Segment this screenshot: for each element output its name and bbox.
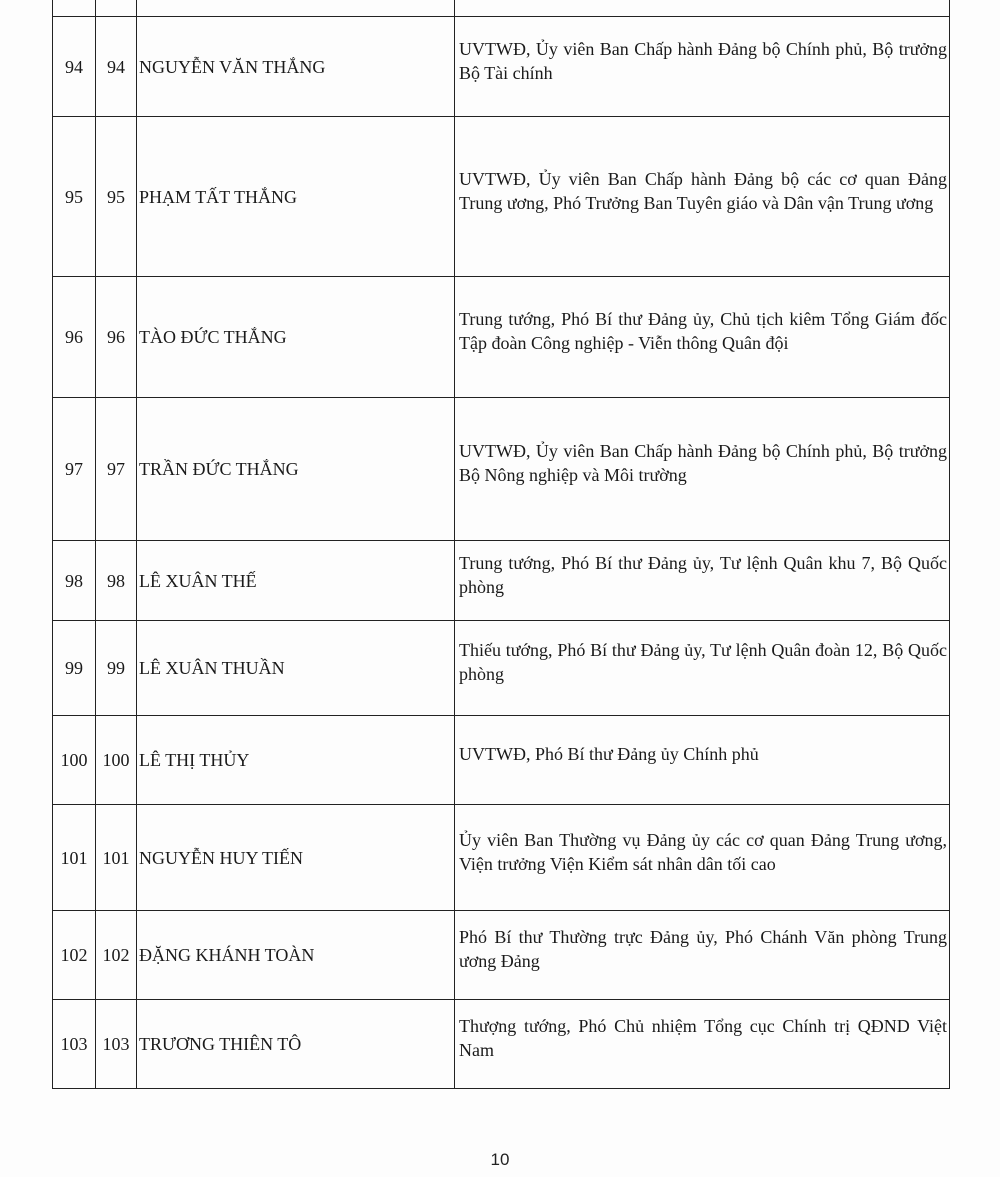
name-cell: TÀO ĐỨC THẮNG <box>137 277 455 398</box>
row-number-cell: 100 <box>96 716 137 805</box>
table-row <box>53 17 950 117</box>
table-row <box>53 398 950 541</box>
position-cell <box>455 1000 950 1089</box>
row-index-cell: 98 <box>53 541 96 621</box>
row-number-cell: 99 <box>96 621 137 716</box>
row-index-cell <box>53 0 96 17</box>
table-row <box>53 716 950 805</box>
position-cell <box>455 541 950 621</box>
position-cell <box>455 398 950 541</box>
row-index-cell: 101 <box>53 805 96 911</box>
position-cell <box>455 0 950 17</box>
row-index-cell: 95 <box>53 117 96 277</box>
row-number-cell <box>96 0 137 17</box>
row-index-cell: 99 <box>53 621 96 716</box>
position-cell <box>455 277 950 398</box>
name-cell: PHẠM TẤT THẮNG <box>137 117 455 277</box>
row-number-cell: 94 <box>96 17 137 117</box>
position-text: UVTWĐ, Ủy viên Ban Chấp hành Đảng bộ Chính phủ, Bộ trưởng Bộ Tài chính <box>459 38 947 83</box>
name-cell: NGUYỄN HUY TIẾN <box>137 805 455 911</box>
row-number-cell: 96 <box>96 277 137 398</box>
row-number-cell: 95 <box>96 117 137 277</box>
table-row <box>53 277 950 398</box>
row-index-cell: 96 <box>53 277 96 398</box>
row-index-cell: 97 <box>53 398 96 541</box>
position-text: Phó Bí thư Thường trực Đảng ủy, Phó Chánh Văn phòng Trung ương Đảng <box>459 927 947 971</box>
row-index-cell: 103 <box>53 1000 96 1089</box>
table-row <box>53 117 950 277</box>
row-index-cell: 102 <box>53 911 96 1000</box>
position-text: Trung tướng, Phó Bí thư Đảng ủy, Chủ tịch kiêm Tổng Giám đốc Tập đoàn Công nghiệp - Viễn thông Quân đội <box>459 309 947 353</box>
position-cell <box>455 17 950 117</box>
table-row <box>53 621 950 716</box>
name-cell <box>137 0 455 17</box>
row-index-cell: 100 <box>53 716 96 805</box>
position-cell <box>455 117 950 277</box>
table-row <box>53 911 950 1000</box>
name-cell: NGUYỄN VĂN THẮNG <box>137 17 455 117</box>
position-cell <box>455 805 950 911</box>
table-row <box>53 0 950 17</box>
row-number-cell: 97 <box>96 398 137 541</box>
position-cell <box>455 911 950 1000</box>
table-row <box>53 1000 950 1089</box>
name-cell: LÊ THỊ THỦY <box>137 716 455 805</box>
row-number-cell: 102 <box>96 911 137 1000</box>
table-row <box>53 805 950 911</box>
position-text: UVTWĐ, Phó Bí thư Đảng ủy Chính phủ <box>459 744 759 764</box>
row-number-cell: 103 <box>96 1000 137 1089</box>
position-text: Thiếu tướng, Phó Bí thư Đảng ủy, Tư lệnh Quân đoàn 12, Bộ Quốc phòng <box>459 640 947 684</box>
position-text: Thượng tướng, Phó Chủ nhiệm Tổng cục Chính trị QĐND Việt Nam <box>459 1016 947 1060</box>
page-number: 10 <box>490 1150 510 1169</box>
position-cell <box>455 716 950 805</box>
row-number-cell: 101 <box>96 805 137 911</box>
position-text: Trung tướng, Phó Bí thư Đảng ủy, Tư lệnh Quân khu 7, Bộ Quốc phòng <box>459 552 947 597</box>
row-number-cell: 98 <box>96 541 137 621</box>
name-cell: LÊ XUÂN THẾ <box>137 541 455 621</box>
position-cell <box>455 621 950 716</box>
table-row <box>53 541 950 621</box>
position-text: UVTWĐ, Ủy viên Ban Chấp hành Đảng bộ Chính phủ, Bộ trưởng Bộ Nông nghiệp và Môi trường <box>459 441 947 485</box>
name-cell: ĐẶNG KHÁNH TOÀN <box>137 911 455 1000</box>
candidate-table <box>52 0 950 1089</box>
row-index-cell: 94 <box>53 17 96 117</box>
position-text: UVTWĐ, Ủy viên Ban Chấp hành Đảng bộ các cơ quan Đảng Trung ương, Phó Trưởng Ban Tuyên giáo và Dân vận Trung ương <box>459 168 947 213</box>
name-cell: TRƯƠNG THIÊN TÔ <box>137 1000 455 1089</box>
name-cell: LÊ XUÂN THUẦN <box>137 621 455 716</box>
position-text: Ủy viên Ban Thường vụ Đảng ủy các cơ quan Đảng Trung ương, Viện trưởng Viện Kiểm sát nhân dân tối cao <box>459 829 947 874</box>
name-cell: TRẦN ĐỨC THẮNG <box>137 398 455 541</box>
